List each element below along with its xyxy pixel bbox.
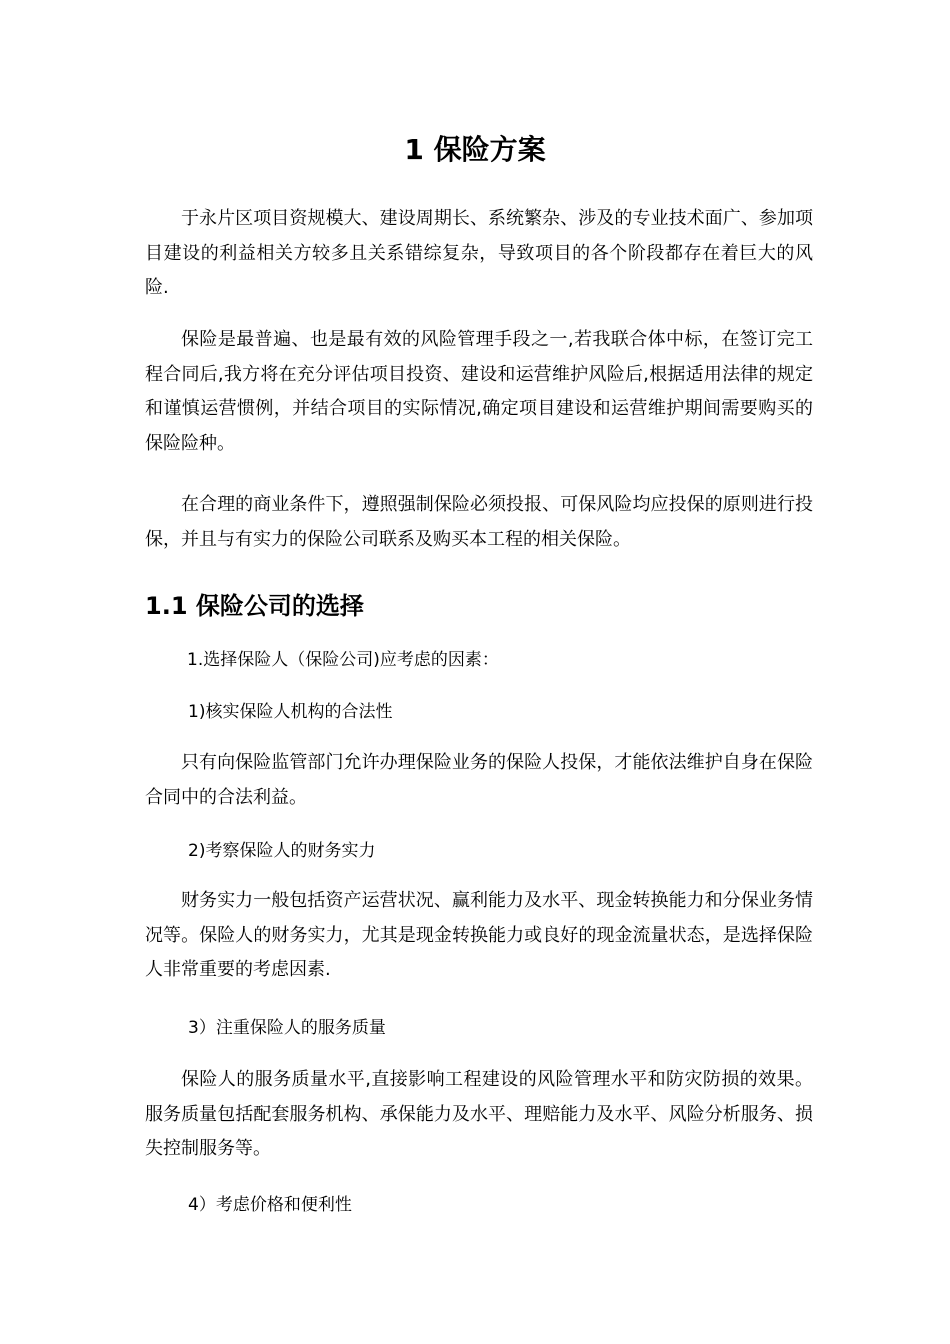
section-heading: 1.1 保险公司的选择 (145, 592, 364, 620)
factor-2-text: 财务实力一般包括资产运营状况、赢利能力及水平、现金转换能力和分保业务情况等。保险人的财务实力，尤其是现金转换能力或良好的现金流量状态，是选择保险人非常重要的考虑因素. (145, 890, 813, 980)
factor-3-text: 保险人的服务质量水平,直接影响工程建设的风险管理水平和防灾防损的效果。服务质量包括配套服务机构、承保能力及水平、理赔能力及水平、风险分析服务、损失控制服务等。 (145, 1069, 813, 1159)
factor-4-label: 4）考虑价格和便利性 (188, 1195, 352, 1215)
factor-1-label: 1)核实保险人机构的合法性 (188, 702, 393, 722)
factor-3-label: 3）注重保险人的服务质量 (188, 1018, 386, 1038)
factor-2-label: 2)考察保险人的财务实力 (188, 841, 376, 861)
intro-paragraph-3: 在合理的商业条件下，遵照强制保险必须投报、可保风险均应投保的原则进行投保，并且与有实力的保险公司联系及购买本工程的相关保险。 (145, 494, 813, 550)
intro-paragraph-1: 于永片区项目资规模大、建设周期长、系统繁杂、涉及的专业技术面广、参加项目建设的利益相关方较多且关系错综复杂，导致项目的各个阶段都存在着巨大的风险. (145, 208, 813, 298)
intro-paragraph-2: 保险是最普遍、也是最有效的风险管理手段之一,若我联合体中标，在签订完工程合同后,我方将在充分评估项目投资、建设和运营维护风险后,根据适用法律的规定和谨慎运营惯例，并结合项目的实际情况,确定项目建设和运营维护期间需要购买的保险险种。 (145, 329, 813, 454)
section-lead: 1.选择保险人（保险公司)应考虑的因素： (187, 650, 499, 670)
document-title: 1 保险方案 (404, 133, 546, 166)
factor-1-text: 只有向保险监管部门允许办理保险业务的保险人投保，才能依法维护自身在保险合同中的合法利益。 (145, 752, 813, 808)
